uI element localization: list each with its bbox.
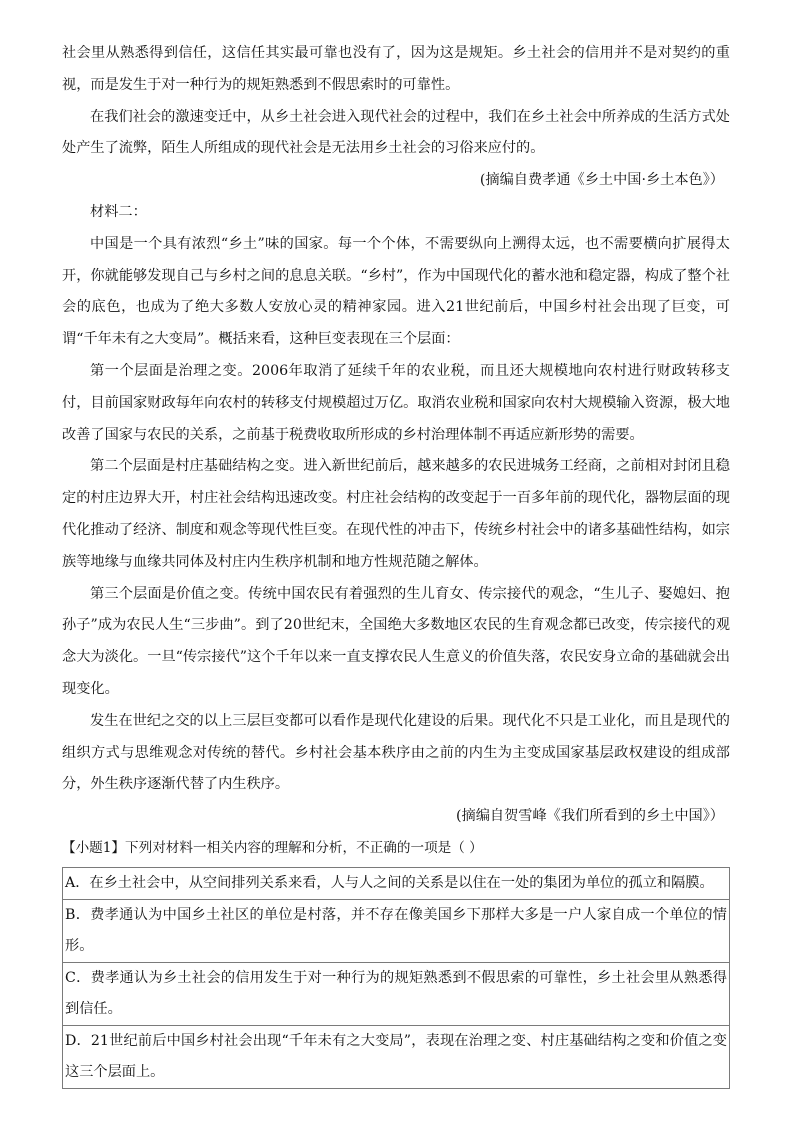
material2-paragraph-intro: 中国是一个具有浓烈“乡土”味的国家。每一个个体，不需要纵向上溯得太远，也不需要横向扩展得太开，你就能够发现自己与乡村之间的息息关联。“乡村”，作为中国现代化的蓄水池和稳定器，构成了整个社会的底色，也成为了绝大多数人安放心灵的精神家园。进入21世纪前后，中国乡村社会出现了巨变，可谓“千年未有之大变局”。概括来看，这种巨变表现在三个层面： xyxy=(62,235,730,348)
material1-citation: (摘编自费孝通《乡土中国·乡土本色》） xyxy=(479,172,724,189)
option-a[interactable]: A．在乡土社会中，从空间排列关系来看，人与人之间的关系是以住在一处的集团为单位的孤立和隔膜。 xyxy=(63,868,729,900)
material2-paragraph-structure: 第二个层面是村庄基础结构之变。进入新世纪前后，越来越多的农民进城务工经商，之前相对封闭且稳定的村庄边界大开，村庄社会结构迅速改变。村庄社会结构的改变起于一百多年前的现代化，器物层面的现代化推动了经济、制度和观念等现代性巨变。在现代性的冲击下，传统乡村社会中的诸多基础性结构，如宗族等地缘与血缘共同体及村庄内生秩序机制和地方性规范随之解体。 xyxy=(62,458,730,570)
answer-options-table xyxy=(62,867,730,1089)
material1-paragraph-continued: 社会里从熟悉得到信任，这信任其实最可靠也没有了，因为这是规矩。乡土社会的信用并不是对契约的重视，而是发生于对一种行为的规矩熟悉到不假思索时的可靠性。 xyxy=(62,45,730,93)
material2-paragraph-governance: 第一个层面是治理之变。2006年取消了延续千年的农业税，而且还大规模地向农村进行财政转移支付，目前国家财政每年向农村的转移支付规模超过万亿。取消农业税和国家向农村大规模输入资源，极大地改善了国家与农民的关系，之前基于税费收取所形成的乡村治理体制不再适应新形势的需要。 xyxy=(62,362,730,443)
material2-paragraph-values: 第三个层面是价值之变。传统中国农民有着强烈的生儿育女、传宗接代的观念，“生儿子、娶媳妇、抱孙子”成为农民人生“三步曲”。到了20世纪末，全国绝大多数地区农民的生育观念都已改变，传宗接代的观念大为淡化。一旦“传宗接代”这个千年以来一直支撑农民人生意义的价值失落，农民安身立命的基础就会出现变化。 xyxy=(62,585,730,697)
material2-citation: (摘编自贺雪峰《我们所看到的乡土中国》） xyxy=(456,808,724,825)
question-stem: 【小题1】下列对材料一相关内容的理解和分析，不正确的一项是（ ） xyxy=(62,839,483,856)
material2-paragraph-conclusion: 发生在世纪之交的以上三层巨变都可以看作是现代化建设的后果。现代化不只是工业化，而且是现代的组织方式与思维观念对传统的替代。乡村社会基本秩序由之前的内生为主变成国家基层政权建设的组成部分，外生秩序逐渐代替了内生秩序。 xyxy=(62,712,730,793)
material2-label: 材料二： xyxy=(90,203,147,220)
option-b[interactable]: B．费孝通认为中国乡土社区的单位是村落，并不存在像美国乡下那样大多是一户人家自成一个单位的情形。 xyxy=(63,900,729,963)
option-d[interactable]: D．21世纪前后中国乡村社会出现“千年未有之大变局”，表现在治理之变、村庄基础结构之变和价值之变这三个层面上。 xyxy=(63,1026,729,1089)
option-c[interactable]: C．费孝通认为乡土社会的信用发生于对一种行为的规矩熟悉到不假思索的可靠性，乡土社会里从熟悉得到信任。 xyxy=(63,963,729,1026)
material1-paragraph-last: 在我们社会的激速变迁中，从乡土社会进入现代社会的过程中，我们在乡土社会中所养成的生活方式处处产生了流弊，陌生人所组成的现代社会是无法用乡土社会的习俗来应付的。 xyxy=(62,108,730,157)
document-page xyxy=(62,38,730,1089)
